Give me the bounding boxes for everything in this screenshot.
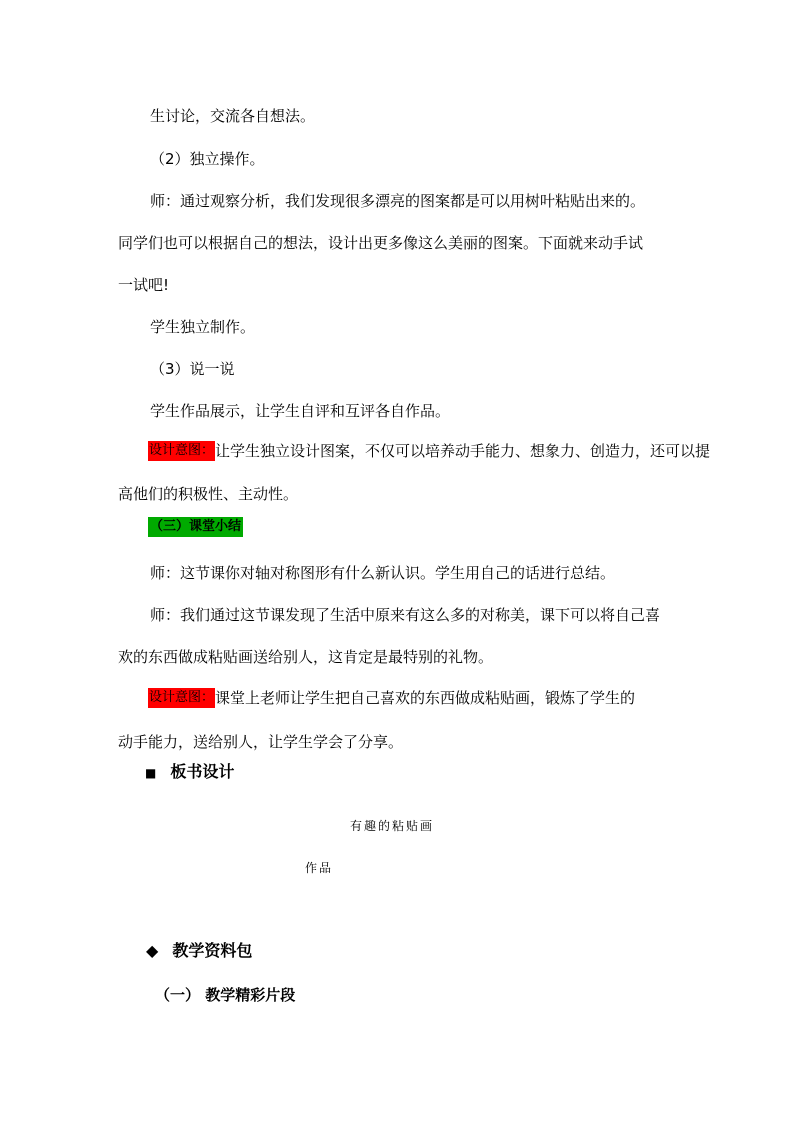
section-heading [148, 515, 243, 537]
design-intent-label: 设计意图： [148, 441, 215, 461]
resources-subheading: （一） 教学精彩片段 [155, 986, 296, 1004]
design-intent-line [148, 441, 710, 461]
diamond-bullet-icon: ◆ [146, 941, 159, 960]
paragraph-line: 一试吧! [118, 276, 170, 294]
summary-heading-label: （三）课堂小结 [148, 517, 243, 537]
square-bullet-icon: ■ [145, 766, 157, 780]
design-intent-text: 让学生独立设计图案，不仅可以培养动手能力、想象力、创造力，还可以提 [215, 442, 711, 460]
step-heading: （2）独立操作。 [150, 150, 265, 168]
board-design-heading [145, 762, 234, 783]
paragraph-line: 高他们的积极性、主动性。 [118, 485, 299, 503]
paragraph-line: 生讨论，交流各自想法。 [150, 107, 316, 125]
paragraph-line: 师：这节课你对轴对称图形有什么新认识。学生用自己的话进行总结。 [150, 564, 616, 582]
design-intent-text: 课堂上老师让学生把自己喜欢的东西做成粘贴画，锻炼了学生的 [215, 689, 636, 707]
design-intent-line [148, 688, 635, 708]
board-item: 作品 [305, 861, 334, 875]
paragraph-line: 学生作品展示，让学生自评和互评各自作品。 [150, 402, 451, 420]
resources-title: 教学资料包 [172, 941, 253, 960]
design-intent-label: 设计意图： [148, 688, 215, 708]
paragraph-line: 欢的东西做成粘贴画送给别人，这肯定是最特别的礼物。 [118, 648, 494, 666]
paragraph-line: 师：通过观察分析，我们发现很多漂亮的图案都是可以用树叶粘贴出来的。 [150, 192, 646, 210]
step-heading: （3）说一说 [150, 360, 235, 378]
paragraph-line: 师：我们通过这节课发现了生活中原来有这么多的对称美，课下可以将自己喜 [150, 606, 661, 624]
paragraph-line: 学生独立制作。 [150, 318, 256, 336]
paragraph-line: 动手能力，送给别人，让学生学会了分享。 [118, 733, 404, 751]
board-design-title: 板书设计 [170, 762, 235, 781]
resources-heading [146, 941, 252, 961]
paragraph-line: 同学们也可以根据自己的想法，设计出更多像这么美丽的图案。下面就来动手试 [118, 234, 644, 252]
board-title: 有趣的粘贴画 [350, 819, 435, 833]
